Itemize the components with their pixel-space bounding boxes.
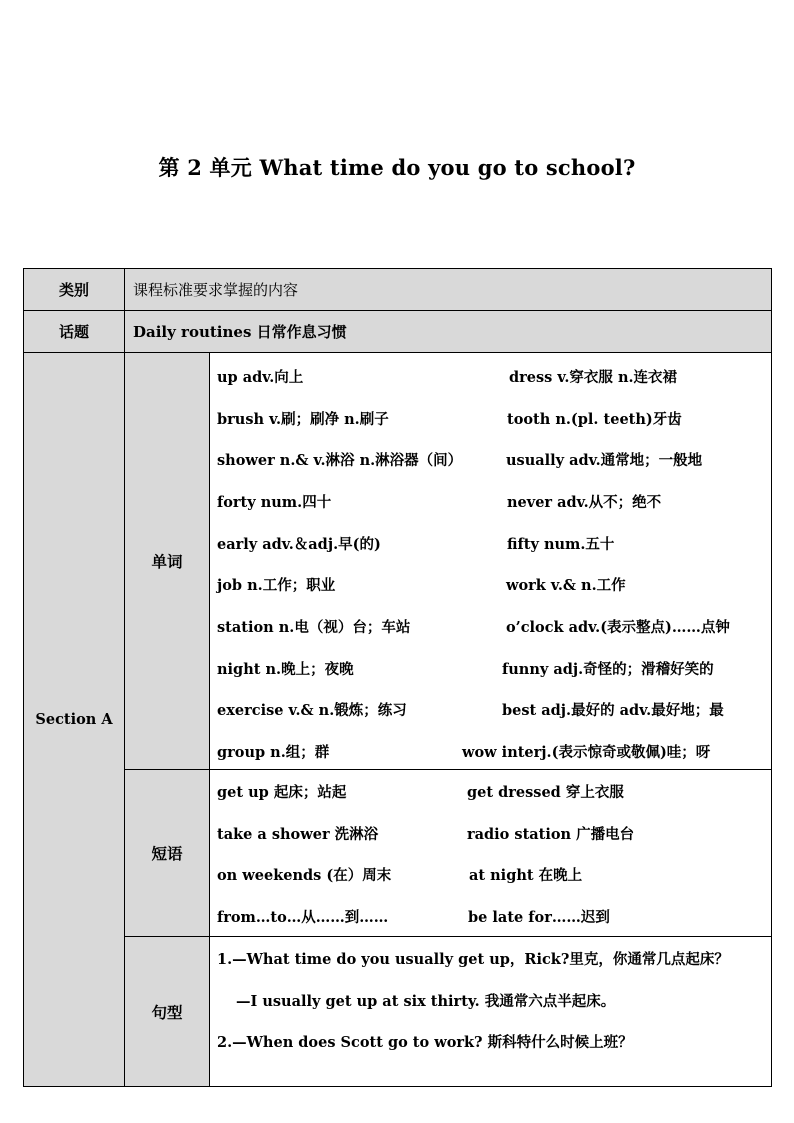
phrase-item: from…to…从……到……: [217, 909, 389, 926]
phrases-cell: [210, 770, 772, 937]
section-name: Section A: [24, 353, 125, 1087]
word-item: usually adv.通常地；一般地: [506, 452, 703, 469]
phrases-row: [24, 770, 772, 937]
category-row: [24, 269, 772, 311]
sentences-cell: [210, 937, 772, 1087]
phrases-label: 短语: [125, 770, 210, 937]
word-item: brush v.刷；刷净 n.刷子: [217, 411, 389, 428]
word-item: dress v.穿衣服 n.连衣裙: [509, 369, 678, 386]
word-item: funny adj.奇怪的；滑稽好笑的: [502, 661, 714, 678]
topic-label: 话题: [24, 311, 125, 353]
sentences-row: [24, 937, 772, 1087]
sentence-item: 2.—When does Scott go to work? 斯科特什么时候上班？: [217, 1034, 633, 1051]
word-item: fifty num.五十: [507, 536, 615, 553]
words-list: [210, 353, 771, 769]
vocabulary-table: [23, 268, 772, 1087]
sentences-label: 句型: [125, 937, 210, 1087]
word-item: station n.电（视）台；车站: [217, 619, 411, 636]
category-value: 课程标准要求掌握的内容: [125, 269, 772, 311]
word-item: group n.组；群: [217, 744, 330, 761]
phrase-item: get up 起床；站起: [217, 784, 347, 801]
word-item: o’clock adv.(表示整点)……点钟: [506, 619, 730, 636]
phrase-item: radio station 广播电台: [467, 826, 635, 843]
word-item: early adv.＆adj.早(的): [217, 536, 381, 553]
word-item: shower n.& v.淋浴 n.淋浴器（间）: [217, 452, 463, 469]
phrase-item: take a shower 洗淋浴: [217, 826, 379, 843]
word-item: best adj.最好的 adv.最好地；最: [502, 702, 724, 719]
words-cell: [210, 353, 772, 770]
words-row: [24, 353, 772, 770]
word-item: exercise v.& n.锻炼；练习: [217, 702, 407, 719]
phrase-item: be late for……迟到: [468, 909, 610, 926]
word-item: never adv.从不；绝不: [507, 494, 662, 511]
sentence-item: 1.—What time do you usually get up，Rick?里克，你通常几点起床？: [217, 951, 729, 968]
topic-row: [24, 311, 772, 353]
word-item: work v.& n.工作: [506, 577, 626, 594]
word-item: wow interj.(表示惊奇或敬佩)哇；呀: [462, 744, 711, 761]
phrase-item: get dressed 穿上衣服: [467, 784, 624, 801]
topic-value: Daily routines 日常作息习惯: [125, 311, 772, 353]
word-item: forty num.四十: [217, 494, 332, 511]
phrase-item: at night 在晚上: [469, 867, 583, 884]
words-label: 单词: [125, 353, 210, 770]
category-label: 类别: [24, 269, 125, 311]
word-item: up adv.向上: [217, 369, 304, 386]
word-item: job n.工作；职业: [217, 577, 336, 594]
word-item: tooth n.(pl. teeth)牙齿: [507, 411, 682, 428]
sentence-item: —I usually get up at six thirty. 我通常六点半起床。: [236, 993, 616, 1010]
sentences-list: [210, 937, 771, 1086]
phrase-item: on weekends (在）周末: [217, 867, 392, 884]
word-item: night n.晚上；夜晚: [217, 661, 354, 678]
page-title: 第 2 单元 What time do you go to school?: [158, 155, 636, 180]
phrases-list: [210, 770, 771, 936]
